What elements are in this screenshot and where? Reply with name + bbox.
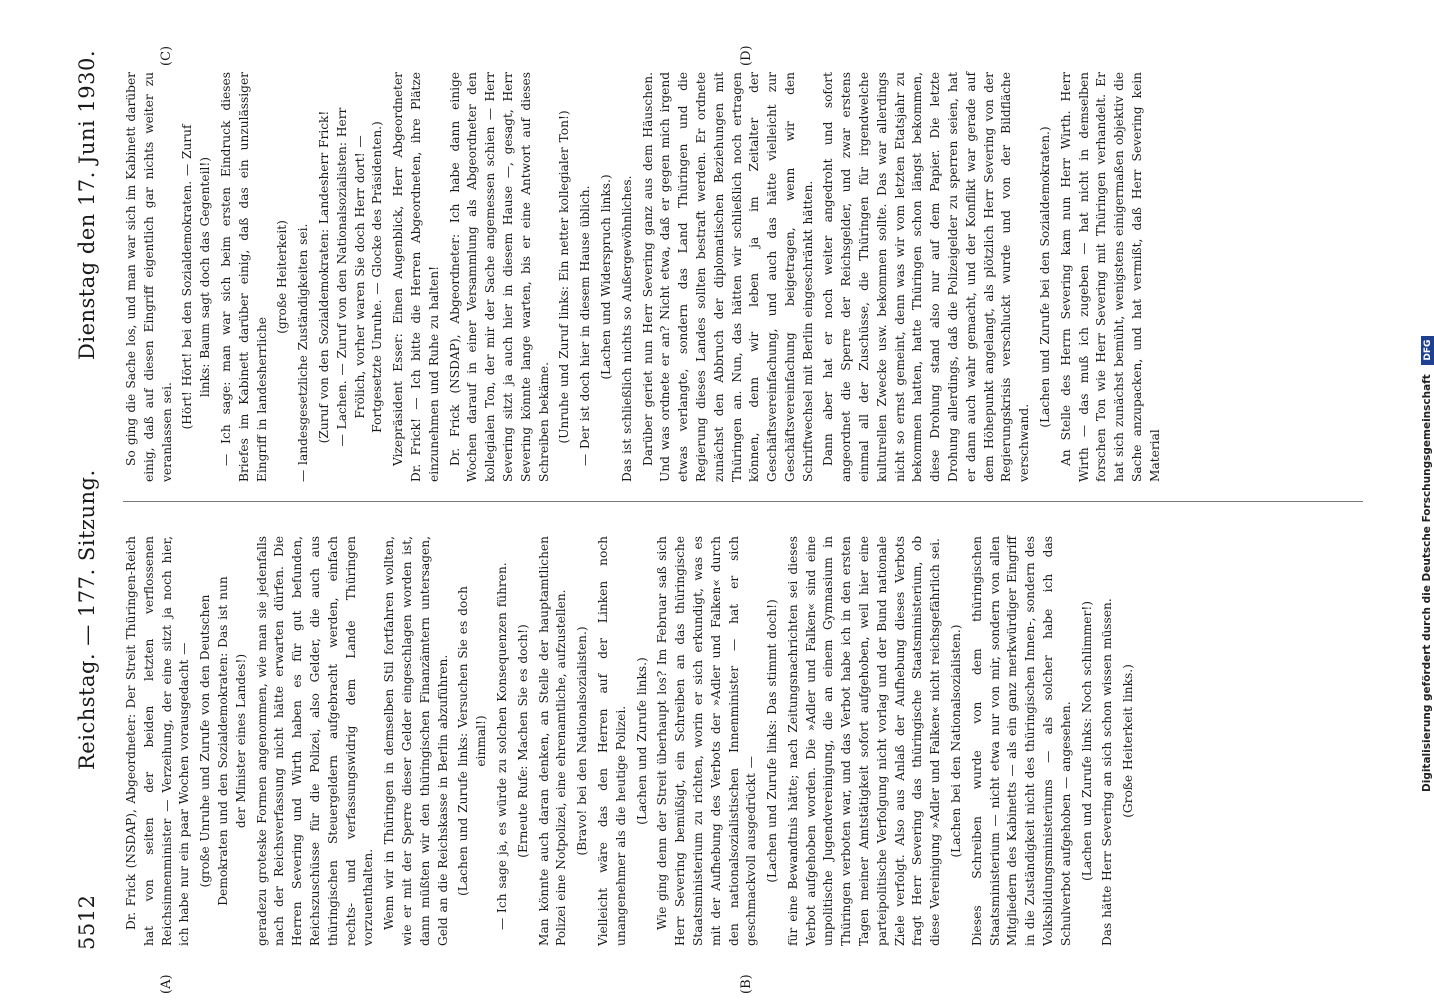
interjection: (große Heiterkeit) (275, 220, 290, 334)
interjection: (Lachen und Widerspruch links.) (598, 174, 613, 380)
paragraph: Wie ging denn der Streit überhaupt los? Im Februar saß sich Herr Severing bemüßigt, ein Schreiben an das thüringische Staatsministerium zu richten, worin er sich erkundigt, was es mit der Aufhebung des Verbots der »Adler und Falken« durch den nationalsozialistischen Innenminister — hat er sich geschmackvoll ausgedrückt — (655, 536, 759, 946)
paragraph: — Ich sage ja, es würde zu solchen Konsequenzen führen. (494, 562, 509, 930)
dfg-logo: DFG (1421, 336, 1434, 365)
margin-mark-c: (C) (159, 45, 174, 66)
column-divider (123, 501, 1363, 502)
margin-mark-a: (A) (159, 974, 174, 994)
scanned-page (67, 45, 1367, 994)
interjection: (Zuruf von den Sozialdemokraten: Landesherr Frick! — Lachen. — Zuruf von den Nationalsozialisten: Herr Frölich, vorher waren Sie doch Herr dort! — Fortgesetzte Unruhe. — Glocke des Präsidenten.) (316, 107, 385, 447)
paragraph: So ging die Sache los, und man war sich im Kabinett darüber einig, daß auf diesen Eingriff eigentlich gar nichts weiter zu veranlassen sei. (124, 72, 174, 482)
paragraph: Vielleicht wäre das den Herren auf der Linken noch unangenehmer als die heutige Polizei. (595, 536, 628, 946)
margin-mark-d: (D) (739, 45, 754, 66)
paragraph: Vizepräsident Esser: Einen Augenblick, Herr Abgeordneter Dr. Frick! — Ich bitte die Herren Abgeordneten, ihre Plätze einzunehmen und Ruhe zu halten! (391, 72, 441, 482)
dfg-sidebar (1418, 12, 1434, 792)
paragraph: Das hätte Herr Severing an sich schon wissen müssen. (1100, 598, 1115, 946)
interjection: (große Unruhe und Zurufe von den Deutschen Demokraten und den Sozialdemokraten: Das ist nun der Minister eines Landes!) (198, 576, 248, 906)
dfg-funding-note: Digitalisierung gefördert durch die Deutsche Forschungsgemeinschaft (1421, 374, 1433, 792)
paragraph: geradezu groteske Formen angenommen, wie man sie jedenfalls nach der Reichsverfassung nicht hätte erwarten dürfen. Die Herren Severing und Wirth haben es für gut befunden, Reichszuschüsse für die Polizei, also Gelder, die auch aus thüringischen Steuergeldern aufgebracht werden, einfach rechts- und verfassungswidrig dem Lande Thüringen vorzuenthalten. (254, 536, 376, 946)
paragraph: An Stelle des Herrn Severing kam nun Herr Wirth. Herr Wirth — das muß ich zugeben — hat nicht in demselben forschen Ton wie Herr Severing mit Thüringen verhandelt. Er hat sich zunächst bemüht, wenigstens einigermaßen objektiv die Sache anzupacken, und hat vermißt, daß Herr Severing kein Material (1058, 72, 1162, 482)
paragraph: Dr. Frick (NSDAP), Abgeordneter: Ich habe dann einige Wochen darauf in einer Versammlung als Abgeordneter den kollegialen Ton, der mir der Sache angemessen schien — Herr Severing sitzt ja auch hier in diesem Hause —, gesagt, Herr Severing könnte lange warten, bis er eine Antwort auf dieses Schreiben bekäme. (447, 72, 551, 482)
page-header (75, 50, 105, 950)
interjection: (Unruhe und Zuruf links: Ein netter kollegialer Ton!) (557, 110, 572, 444)
paragraph: für eine Bewandtnis hätte; nach Zeitungsnachrichten sei dieses Verbot aufgehoben worden. Die »Adler und Falken« sind eine unpolitische Jugendvereinigung, die an einem Gymnasium in Thüringen verboten war, und das Verbot habe ich in den ersten Tagen meiner Amtstätigkeit sofort aufgehoben, weil hier eine parteipolitische Verfolgung nicht vorlag und der Bund nationale Ziele verfolgt. Also aus Anlaß der Aufhebung dieses Verbots fragt Herr Severing das thüringische Staatsministerium, ob diese Vereinigung »Adler und Falken« nicht reichsgefährlich sei. (785, 536, 943, 946)
margin-mark-b: (B) (739, 974, 754, 994)
interjection: (Lachen und Zurufe bei den Sozialdemokraten.) (1038, 126, 1053, 428)
paragraph: Wenn wir in Thüringen in demselben Stil fortfahren wollten, wie er mit der Sperre dieser Gelder eingeschlagen worden ist, dann müßten wir den thüringischen Finanzämtern untersagen, Geld an die Reichskasse in Berlin abzuführen. (382, 536, 450, 946)
paragraph: Das ist schließlich nichts so Außergewöhnliches. (619, 175, 634, 482)
left-column (123, 536, 1141, 946)
interjection: (Erneute Rufe: Machen Sie es doch!) (515, 624, 530, 858)
header-session: Reichstag. — 177. Sitzung. (75, 469, 99, 770)
interjection: (Bravo! bei den Nationalsozialisten.) (575, 626, 590, 856)
interjection: (Lachen und Zurufe links.) (634, 657, 649, 825)
paragraph: Dr. Frick (NSDAP), Abgeordneter: Der Streit Thüringen-Reich hat von seiten der beiden letzten verflossenen Reichsinnenminister — Verzeihung, der eine sitzt ja noch hier, ich habe nur ein paar Wochen vorausgedacht — (124, 536, 192, 946)
paragraph: — Ich sage: man war sich beim ersten Eindruck dieses Briefes im Kabinett darüber einig, daß das ein unzulässiger Eingriff in landesherrliche (218, 72, 269, 482)
paragraph: Dieses Schreiben wurde von dem thüringischen Staatsministerium — nicht etwa nur von mir, sondern von allen Mitgliedern des Kabinetts — als ein ganz merkwürdiger Eingriff in die Zuständigkeit nicht des thüringischen Innen-, sondern des Volksbildungsministeriums — als solcher habe ich das Schulverbot aufgehoben — angesehen. (969, 536, 1073, 946)
interjection: (Lachen und Zurufe links: Versuchen Sie es doch einmal!) (456, 586, 489, 896)
interjection: (Hört! Hört! bei den Sozialdemokraten. — Zuruf links: Baum sagt doch das Gegenteil!) (180, 124, 213, 430)
dfg-sidebar-text (1418, 12, 1434, 792)
paragraph: Darüber geriet nun Herr Severing ganz aus dem Häuschen. Und was ordnete er an? Nicht etwa, daß er gegen mich irgend etwas verlangte, sondern das Land Thüringen und die Regierung dieses Landes sollten bestraft werden. Er ordnete zunächst den Abbruch der diplomatischen Beziehungen mit Thüringen an. Nun, das hätten wir schließlich noch ertragen können, denn wir leben ja im Zeitalter der Geschäftsvereinfachung, und auch das hätte vielleicht zur Geschäftsvereinfachung beigetragen, wenn wir den Schriftwechsel mit Berlin eingeschränkt hätten. (640, 72, 815, 482)
paragraph: Man könnte auch daran denken, an Stelle der hauptamtlichen Polizei eine Notpolizei, eine ehrenamtliche, aufzustellen. (536, 536, 569, 946)
paragraph: Dann aber hat er noch weiter angedroht und sofort angeordnet die Sperre der Reichsgelder, und zwar erstens einmal all der Zuschüsse, die Thüringen für irgendwelche kulturellen Zwecke usw. bekommen sollte. Das war allerdings nicht so ernst gemeint, denn was wir vom letzten Etatsjahr zu bekommen hatten, hatte Thüringen schon längst bekommen, diese Drohung stand also nur auf dem Papier. Die letzte Drohung allerdings, daß die Polizeigelder zu sperren seien, hat er dann auch wahr gemacht, und der Konflikt war gerade auf dem Höhepunkt angelangt, als plötzlich Herr Severing von der Regierungskrisis verschluckt wurde und von der Bildfläche verschwand. (821, 72, 1032, 482)
interjection: (Lachen und Zurufe links: Noch schlimmer!) (1079, 600, 1094, 882)
interjection: (Lachen und Zurufe links: Das stimmt doch!) (765, 599, 780, 883)
paragraph: — Der ist doch hier in diesem Hause üblich. (578, 185, 593, 466)
interjection: (Lachen bei den Nationalsozialisten.) (949, 624, 964, 858)
right-column (123, 72, 1168, 482)
header-date: Dienstag den 17. Juni 1930. (75, 50, 99, 360)
interjection: (Große Heiterkeit links.) (1121, 664, 1136, 818)
page-number: 5512 (75, 894, 99, 950)
paragraph: — landesgesetzliche Zuständigkeiten sei. (296, 223, 311, 482)
